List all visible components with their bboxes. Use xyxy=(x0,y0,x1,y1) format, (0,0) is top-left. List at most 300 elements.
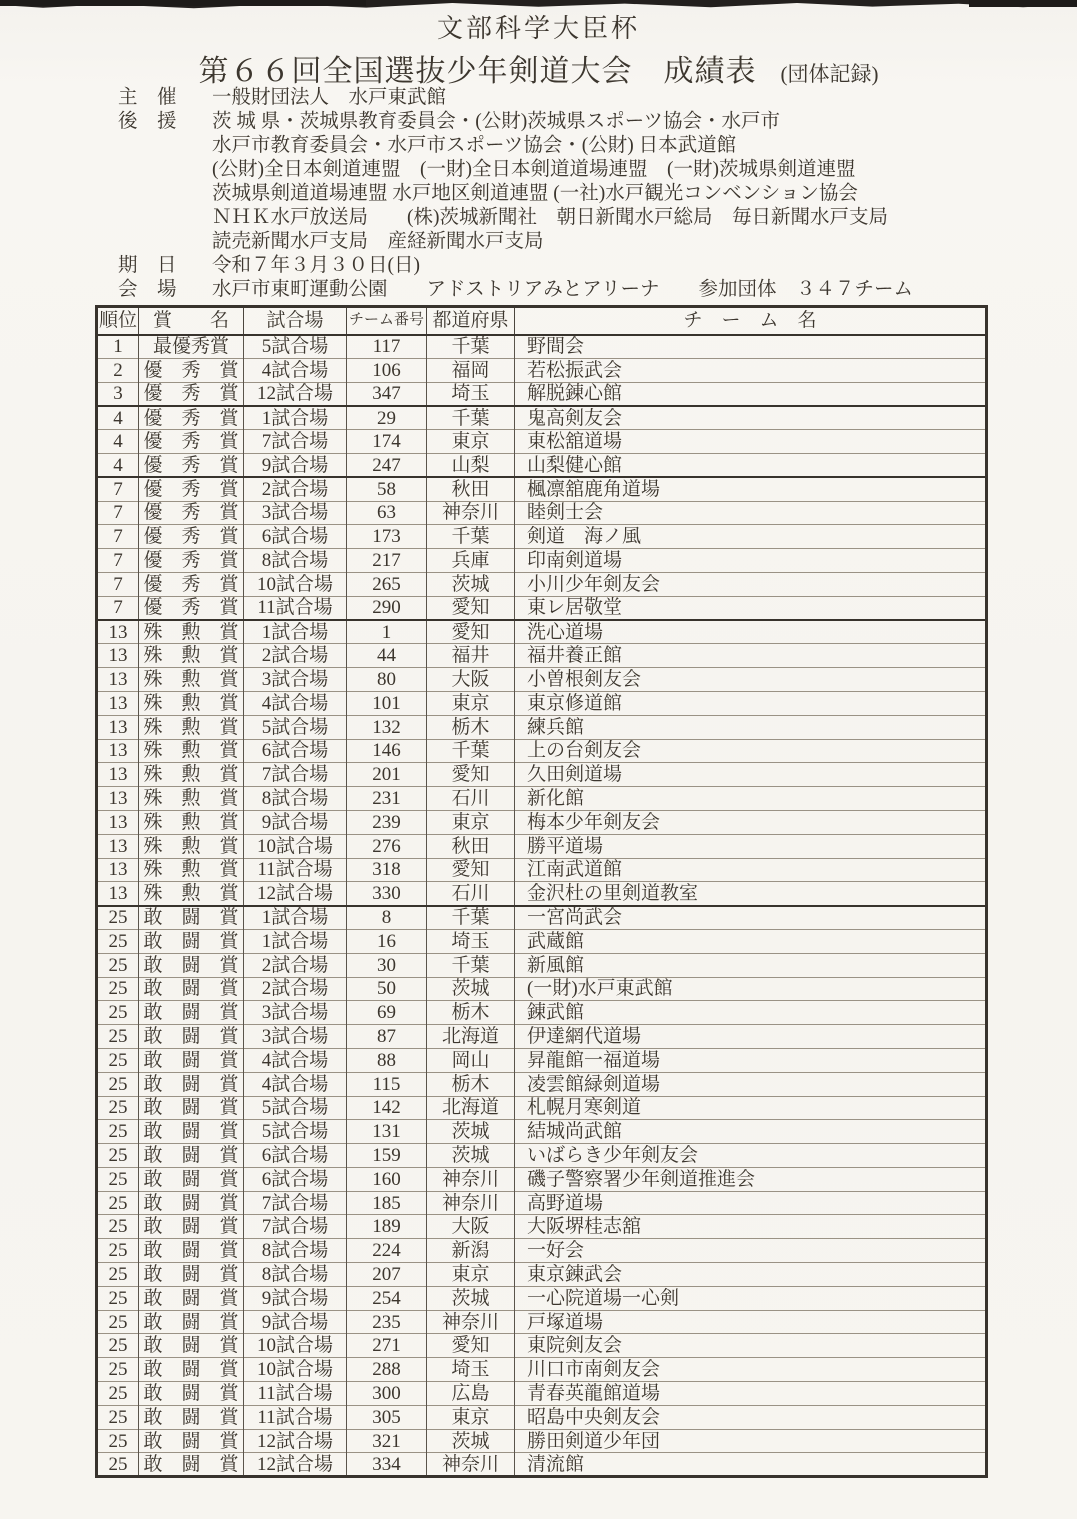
cell-award: 敢 闘 賞 xyxy=(139,1144,244,1168)
cell-team: 東松舘道場 xyxy=(515,430,987,454)
cell-team: 練兵館 xyxy=(515,715,987,739)
cell-court: 7試合場 xyxy=(244,763,347,787)
cell-pref: 東京 xyxy=(427,1405,515,1429)
cell-rank: 25 xyxy=(97,1072,139,1096)
cell-rank: 25 xyxy=(97,953,139,977)
col-header-team-number: チーム番号 xyxy=(347,307,427,335)
cell-no: 146 xyxy=(347,739,427,763)
cell-pref: 大阪 xyxy=(427,1215,515,1239)
cell-pref: 茨城 xyxy=(427,977,515,1001)
cell-award: 敢 闘 賞 xyxy=(139,1382,244,1406)
cell-rank: 25 xyxy=(97,1405,139,1429)
cell-pref: 東京 xyxy=(427,810,515,834)
cell-team: 伊達網代道場 xyxy=(515,1025,987,1049)
info-line: ＮＨＫ水戸放送局 (株)茨城新聞社 朝日新聞水戸総局 毎日新聞水戸支局 xyxy=(212,207,888,228)
table-row xyxy=(97,1167,987,1191)
cell-pref: 東京 xyxy=(427,691,515,715)
cell-court: 3試合場 xyxy=(244,668,347,692)
cell-court: 7試合場 xyxy=(244,430,347,454)
cell-pref: 埼玉 xyxy=(427,1358,515,1382)
cell-team: 一心院道場一心剣 xyxy=(515,1286,987,1310)
cell-no: 29 xyxy=(347,406,427,430)
table-row xyxy=(97,382,987,406)
cell-court: 4試合場 xyxy=(244,691,347,715)
cell-award: 敢 闘 賞 xyxy=(139,1286,244,1310)
table-row xyxy=(97,953,987,977)
col-header-team-name: チ ー ム 名 xyxy=(515,307,987,335)
cell-no: 254 xyxy=(347,1286,427,1310)
cell-court: 8試合場 xyxy=(244,549,347,573)
cell-pref: 茨城 xyxy=(427,1429,515,1453)
cell-no: 16 xyxy=(347,929,427,953)
cell-court: 9試合場 xyxy=(244,453,347,477)
cell-no: 276 xyxy=(347,834,427,858)
cell-no: 115 xyxy=(347,1072,427,1096)
cell-no: 88 xyxy=(347,1048,427,1072)
cell-team: 福井養正館 xyxy=(515,644,987,668)
cell-rank: 7 xyxy=(97,525,139,549)
cell-team: 高野道場 xyxy=(515,1191,987,1215)
cell-team: 解脱錬心館 xyxy=(515,382,987,406)
cell-award: 敢 闘 賞 xyxy=(139,1453,244,1477)
cell-pref: 千葉 xyxy=(427,335,515,359)
cell-rank: 25 xyxy=(97,977,139,1001)
info-row xyxy=(118,86,913,110)
table-row xyxy=(97,977,987,1001)
cell-rank: 25 xyxy=(97,1239,139,1263)
info-row xyxy=(118,278,913,302)
table-row xyxy=(97,644,987,668)
cell-rank: 25 xyxy=(97,1167,139,1191)
cell-no: 58 xyxy=(347,477,427,501)
cell-rank: 13 xyxy=(97,787,139,811)
info-line: 水戸市教育委員会・水戸市スポーツ協会・(公財) 日本武道館 xyxy=(212,135,737,156)
cell-award: 敢 闘 賞 xyxy=(139,1429,244,1453)
cell-no: 231 xyxy=(347,787,427,811)
table-row xyxy=(97,668,987,692)
cell-team: 東レ居敬堂 xyxy=(515,596,987,620)
cell-pref: 東京 xyxy=(427,1263,515,1287)
cell-no: 185 xyxy=(347,1191,427,1215)
cell-team: 勝平道場 xyxy=(515,834,987,858)
cell-rank: 25 xyxy=(97,1310,139,1334)
cell-award: 敢 闘 賞 xyxy=(139,1239,244,1263)
cell-rank: 1 xyxy=(97,335,139,359)
cell-team: 鬼高剣友会 xyxy=(515,406,987,430)
cell-court: 7試合場 xyxy=(244,1215,347,1239)
table-row xyxy=(97,858,987,882)
cell-team: 川口市南剣友会 xyxy=(515,1358,987,1382)
cell-team: 小川少年剣友会 xyxy=(515,572,987,596)
cell-award: 殊 勲 賞 xyxy=(139,668,244,692)
table-row xyxy=(97,1263,987,1287)
info-lines xyxy=(212,278,913,302)
cell-rank: 13 xyxy=(97,858,139,882)
cell-court: 11試合場 xyxy=(244,858,347,882)
cell-no: 334 xyxy=(347,1453,427,1477)
cell-award: 敢 闘 賞 xyxy=(139,1072,244,1096)
table-row xyxy=(97,1334,987,1358)
cell-no: 330 xyxy=(347,882,427,906)
cell-team: 昭島中央剣友会 xyxy=(515,1405,987,1429)
cell-award: 殊 勲 賞 xyxy=(139,620,244,644)
cell-pref: 茨城 xyxy=(427,1286,515,1310)
info-row xyxy=(118,254,913,278)
cell-no: 8 xyxy=(347,906,427,930)
subtitle-note: (団体記録) xyxy=(780,62,879,86)
cell-team: 剣道 海ノ風 xyxy=(515,525,987,549)
cell-court: 4試合場 xyxy=(244,358,347,382)
cell-team: 楓凛舘鹿角道場 xyxy=(515,477,987,501)
event-info xyxy=(118,86,913,302)
cell-rank: 13 xyxy=(97,834,139,858)
cell-award: 敢 闘 賞 xyxy=(139,1096,244,1120)
cell-no: 271 xyxy=(347,1334,427,1358)
cell-rank: 4 xyxy=(97,453,139,477)
document-subtitle xyxy=(0,46,1077,90)
cell-no: 288 xyxy=(347,1358,427,1382)
info-lines xyxy=(212,110,888,254)
cell-no: 321 xyxy=(347,1429,427,1453)
info-line: 茨 城 県・茨城県教育委員会・(公財)茨城県スポーツ協会・水戸市 xyxy=(212,111,780,132)
info-label: 後 援 xyxy=(118,111,177,132)
cell-court: 3試合場 xyxy=(244,1025,347,1049)
table-row xyxy=(97,501,987,525)
info-label: 会 場 xyxy=(118,279,177,300)
cell-team: 新化館 xyxy=(515,787,987,811)
cell-award: 優 秀 賞 xyxy=(139,477,244,501)
cell-no: 217 xyxy=(347,549,427,573)
cell-award: 殊 勲 賞 xyxy=(139,644,244,668)
cell-court: 12試合場 xyxy=(244,1429,347,1453)
cell-no: 347 xyxy=(347,382,427,406)
table-row xyxy=(97,1358,987,1382)
cell-award: 優 秀 賞 xyxy=(139,525,244,549)
cell-rank: 4 xyxy=(97,406,139,430)
cell-rank: 25 xyxy=(97,1120,139,1144)
table-row xyxy=(97,882,987,906)
cell-pref: 神奈川 xyxy=(427,501,515,525)
cell-pref: 東京 xyxy=(427,430,515,454)
cell-award: 殊 勲 賞 xyxy=(139,858,244,882)
cell-award: 敢 闘 賞 xyxy=(139,1048,244,1072)
cell-no: 201 xyxy=(347,763,427,787)
cell-court: 12試合場 xyxy=(244,1453,347,1477)
cell-award: 敢 闘 賞 xyxy=(139,1025,244,1049)
cell-rank: 25 xyxy=(97,906,139,930)
table-row xyxy=(97,1001,987,1025)
info-line: (公財)全日本剣道連盟 (一財)全日本剣道道場連盟 (一財)茨城県剣道連盟 xyxy=(212,159,856,180)
cell-court: 5試合場 xyxy=(244,1096,347,1120)
cell-team: 磯子警察署少年剣道推進会 xyxy=(515,1167,987,1191)
cell-no: 69 xyxy=(347,1001,427,1025)
cell-rank: 13 xyxy=(97,882,139,906)
cell-pref: 福井 xyxy=(427,644,515,668)
cell-court: 5試合場 xyxy=(244,715,347,739)
cell-pref: 神奈川 xyxy=(427,1453,515,1477)
cell-court: 10試合場 xyxy=(244,572,347,596)
cell-no: 300 xyxy=(347,1382,427,1406)
cell-rank: 25 xyxy=(97,1215,139,1239)
cell-team: 印南剣道場 xyxy=(515,549,987,573)
cell-no: 174 xyxy=(347,430,427,454)
cell-court: 2試合場 xyxy=(244,953,347,977)
cell-team: 江南武道館 xyxy=(515,858,987,882)
info-line: 茨城県剣道道場連盟 水戸地区剣道連盟 (一社)水戸観光コンベンション協会 xyxy=(212,183,858,204)
cell-no: 318 xyxy=(347,858,427,882)
table-row xyxy=(97,1429,987,1453)
table-row xyxy=(97,572,987,596)
cell-rank: 25 xyxy=(97,929,139,953)
cell-pref: 秋田 xyxy=(427,834,515,858)
cell-rank: 25 xyxy=(97,1382,139,1406)
cell-award: 敢 闘 賞 xyxy=(139,1191,244,1215)
cell-court: 12試合場 xyxy=(244,882,347,906)
cell-no: 173 xyxy=(347,525,427,549)
info-line: 読売新聞水戸支局 産経新聞水戸支局 xyxy=(212,231,544,252)
cell-award: 優 秀 賞 xyxy=(139,406,244,430)
cell-team: 金沢杜の里剣道教室 xyxy=(515,882,987,906)
cell-pref: 新潟 xyxy=(427,1239,515,1263)
cell-pref: 茨城 xyxy=(427,1144,515,1168)
cell-rank: 13 xyxy=(97,644,139,668)
cell-no: 142 xyxy=(347,1096,427,1120)
table-row xyxy=(97,1453,987,1477)
cell-award: 優 秀 賞 xyxy=(139,430,244,454)
cell-no: 160 xyxy=(347,1167,427,1191)
cell-rank: 25 xyxy=(97,1358,139,1382)
cell-award: 優 秀 賞 xyxy=(139,501,244,525)
cell-no: 44 xyxy=(347,644,427,668)
cell-pref: 石川 xyxy=(427,787,515,811)
table-row xyxy=(97,906,987,930)
cell-no: 30 xyxy=(347,953,427,977)
cell-court: 3試合場 xyxy=(244,1001,347,1025)
cell-no: 1 xyxy=(347,620,427,644)
cell-award: 殊 勲 賞 xyxy=(139,739,244,763)
cell-court: 4試合場 xyxy=(244,1072,347,1096)
cell-rank: 13 xyxy=(97,620,139,644)
table-row xyxy=(97,1048,987,1072)
cell-no: 106 xyxy=(347,358,427,382)
cell-team: (一財)水戸東武館 xyxy=(515,977,987,1001)
cell-team: 戸塚道場 xyxy=(515,1310,987,1334)
cell-team: 野間会 xyxy=(515,335,987,359)
document-title: 文部科学大臣杯 xyxy=(436,14,640,43)
scan-edge-artifact xyxy=(0,0,366,6)
table-row xyxy=(97,1191,987,1215)
cell-team: 札幌月寒剣道 xyxy=(515,1096,987,1120)
table-row xyxy=(97,1286,987,1310)
table-row xyxy=(97,1120,987,1144)
cell-rank: 2 xyxy=(97,358,139,382)
table-row xyxy=(97,1405,987,1429)
cell-award: 優 秀 賞 xyxy=(139,549,244,573)
table-header-row xyxy=(97,307,987,335)
cell-court: 1試合場 xyxy=(244,929,347,953)
cell-pref: 神奈川 xyxy=(427,1167,515,1191)
cell-no: 131 xyxy=(347,1120,427,1144)
cell-team: 東京錬武会 xyxy=(515,1263,987,1287)
cell-pref: 大阪 xyxy=(427,668,515,692)
results-table xyxy=(95,305,988,1478)
cell-court: 9試合場 xyxy=(244,1310,347,1334)
table-row xyxy=(97,810,987,834)
cell-pref: 岡山 xyxy=(427,1048,515,1072)
cell-no: 87 xyxy=(347,1025,427,1049)
info-label: 主 催 xyxy=(118,87,177,108)
cell-award: 殊 勲 賞 xyxy=(139,763,244,787)
cell-rank: 13 xyxy=(97,691,139,715)
table-row xyxy=(97,549,987,573)
cell-court: 2試合場 xyxy=(244,977,347,1001)
table-row xyxy=(97,929,987,953)
table-row xyxy=(97,715,987,739)
cell-team: 東京修道館 xyxy=(515,691,987,715)
table-row xyxy=(97,358,987,382)
cell-award: 敢 闘 賞 xyxy=(139,906,244,930)
cell-rank: 7 xyxy=(97,501,139,525)
cell-no: 101 xyxy=(347,691,427,715)
info-label: 期 日 xyxy=(118,255,177,276)
cell-pref: 兵庫 xyxy=(427,549,515,573)
table-row xyxy=(97,430,987,454)
cell-rank: 3 xyxy=(97,382,139,406)
cell-court: 6試合場 xyxy=(244,1144,347,1168)
cell-court: 9試合場 xyxy=(244,1286,347,1310)
info-row xyxy=(118,110,913,254)
cell-pref: 千葉 xyxy=(427,406,515,430)
cell-award: 敢 闘 賞 xyxy=(139,977,244,1001)
cell-court: 10試合場 xyxy=(244,834,347,858)
cell-pref: 愛知 xyxy=(427,620,515,644)
cell-rank: 25 xyxy=(97,1263,139,1287)
table-row xyxy=(97,525,987,549)
cell-rank: 25 xyxy=(97,1453,139,1477)
cell-no: 189 xyxy=(347,1215,427,1239)
cell-award: 敢 闘 賞 xyxy=(139,1167,244,1191)
cell-pref: 愛知 xyxy=(427,596,515,620)
cell-award: 殊 勲 賞 xyxy=(139,882,244,906)
cell-team: 新風館 xyxy=(515,953,987,977)
cell-pref: 埼玉 xyxy=(427,382,515,406)
cell-court: 5試合場 xyxy=(244,335,347,359)
cell-court: 1試合場 xyxy=(244,906,347,930)
cell-team: 山梨健心館 xyxy=(515,453,987,477)
cell-pref: 埼玉 xyxy=(427,929,515,953)
cell-award: 優 秀 賞 xyxy=(139,453,244,477)
cell-pref: 茨城 xyxy=(427,1120,515,1144)
cell-court: 8試合場 xyxy=(244,1239,347,1263)
cell-court: 2試合場 xyxy=(244,644,347,668)
cell-team: 若松振武会 xyxy=(515,358,987,382)
cell-team: 睦剣士会 xyxy=(515,501,987,525)
col-header-court: 試合場 xyxy=(244,307,347,335)
cell-team: 錬武館 xyxy=(515,1001,987,1025)
cell-court: 8試合場 xyxy=(244,787,347,811)
cell-no: 159 xyxy=(347,1144,427,1168)
table-row xyxy=(97,1239,987,1263)
cell-pref: 千葉 xyxy=(427,525,515,549)
table-row xyxy=(97,834,987,858)
cell-team: 武蔵館 xyxy=(515,929,987,953)
cell-team: 昇龍館一福道場 xyxy=(515,1048,987,1072)
cell-award: 敢 闘 賞 xyxy=(139,1405,244,1429)
cell-no: 239 xyxy=(347,810,427,834)
table-row xyxy=(97,596,987,620)
cell-award: 敢 闘 賞 xyxy=(139,1215,244,1239)
cell-pref: 千葉 xyxy=(427,953,515,977)
cell-pref: 秋田 xyxy=(427,477,515,501)
cell-award: 優 秀 賞 xyxy=(139,358,244,382)
cell-pref: 山梨 xyxy=(427,453,515,477)
cell-award: 殊 勲 賞 xyxy=(139,715,244,739)
cell-rank: 25 xyxy=(97,1048,139,1072)
cell-team: 大阪堺桂志舘 xyxy=(515,1215,987,1239)
table-row xyxy=(97,1025,987,1049)
cell-no: 235 xyxy=(347,1310,427,1334)
cell-rank: 25 xyxy=(97,1286,139,1310)
cell-pref: 広島 xyxy=(427,1382,515,1406)
cell-rank: 13 xyxy=(97,763,139,787)
cell-award: 敢 闘 賞 xyxy=(139,1120,244,1144)
cell-team: 青春英龍館道場 xyxy=(515,1382,987,1406)
cell-award: 敢 闘 賞 xyxy=(139,929,244,953)
title-block xyxy=(0,8,1077,90)
cell-rank: 7 xyxy=(97,596,139,620)
cell-rank: 25 xyxy=(97,1096,139,1120)
cell-pref: 北海道 xyxy=(427,1096,515,1120)
cell-court: 8試合場 xyxy=(244,1263,347,1287)
cell-team: 勝田剣道少年団 xyxy=(515,1429,987,1453)
col-header-award: 賞 名 xyxy=(139,307,244,335)
cell-team: 凌雲館緑剣道場 xyxy=(515,1072,987,1096)
cell-pref: 神奈川 xyxy=(427,1191,515,1215)
cell-court: 11試合場 xyxy=(244,596,347,620)
cell-award: 敢 闘 賞 xyxy=(139,953,244,977)
cell-pref: 栃木 xyxy=(427,715,515,739)
cell-team: 結城尚武館 xyxy=(515,1120,987,1144)
cell-court: 9試合場 xyxy=(244,810,347,834)
cell-court: 1試合場 xyxy=(244,620,347,644)
cell-no: 265 xyxy=(347,572,427,596)
cell-court: 12試合場 xyxy=(244,382,347,406)
info-line: 水戸市東町運動公園 アドストリアみとアリーナ 参加団体 ３４７チーム xyxy=(212,279,914,300)
cell-court: 7試合場 xyxy=(244,1191,347,1215)
cell-team: 上の台剣友会 xyxy=(515,739,987,763)
table-row xyxy=(97,1144,987,1168)
cell-no: 305 xyxy=(347,1405,427,1429)
table-row xyxy=(97,1215,987,1239)
cell-pref: 千葉 xyxy=(427,739,515,763)
cell-rank: 7 xyxy=(97,477,139,501)
cell-no: 50 xyxy=(347,977,427,1001)
cell-no: 63 xyxy=(347,501,427,525)
info-line: 令和７年３月３０日(日) xyxy=(212,255,420,276)
cell-award: 敢 闘 賞 xyxy=(139,1263,244,1287)
cell-court: 2試合場 xyxy=(244,477,347,501)
cell-rank: 25 xyxy=(97,1429,139,1453)
col-header-rank: 順位 xyxy=(97,307,139,335)
cell-team: 東院剣友会 xyxy=(515,1334,987,1358)
table-row xyxy=(97,1072,987,1096)
cell-court: 11試合場 xyxy=(244,1382,347,1406)
cell-rank: 7 xyxy=(97,549,139,573)
cell-award: 敢 闘 賞 xyxy=(139,1358,244,1382)
cell-court: 6試合場 xyxy=(244,1167,347,1191)
cell-award: 優 秀 賞 xyxy=(139,382,244,406)
cell-rank: 13 xyxy=(97,668,139,692)
